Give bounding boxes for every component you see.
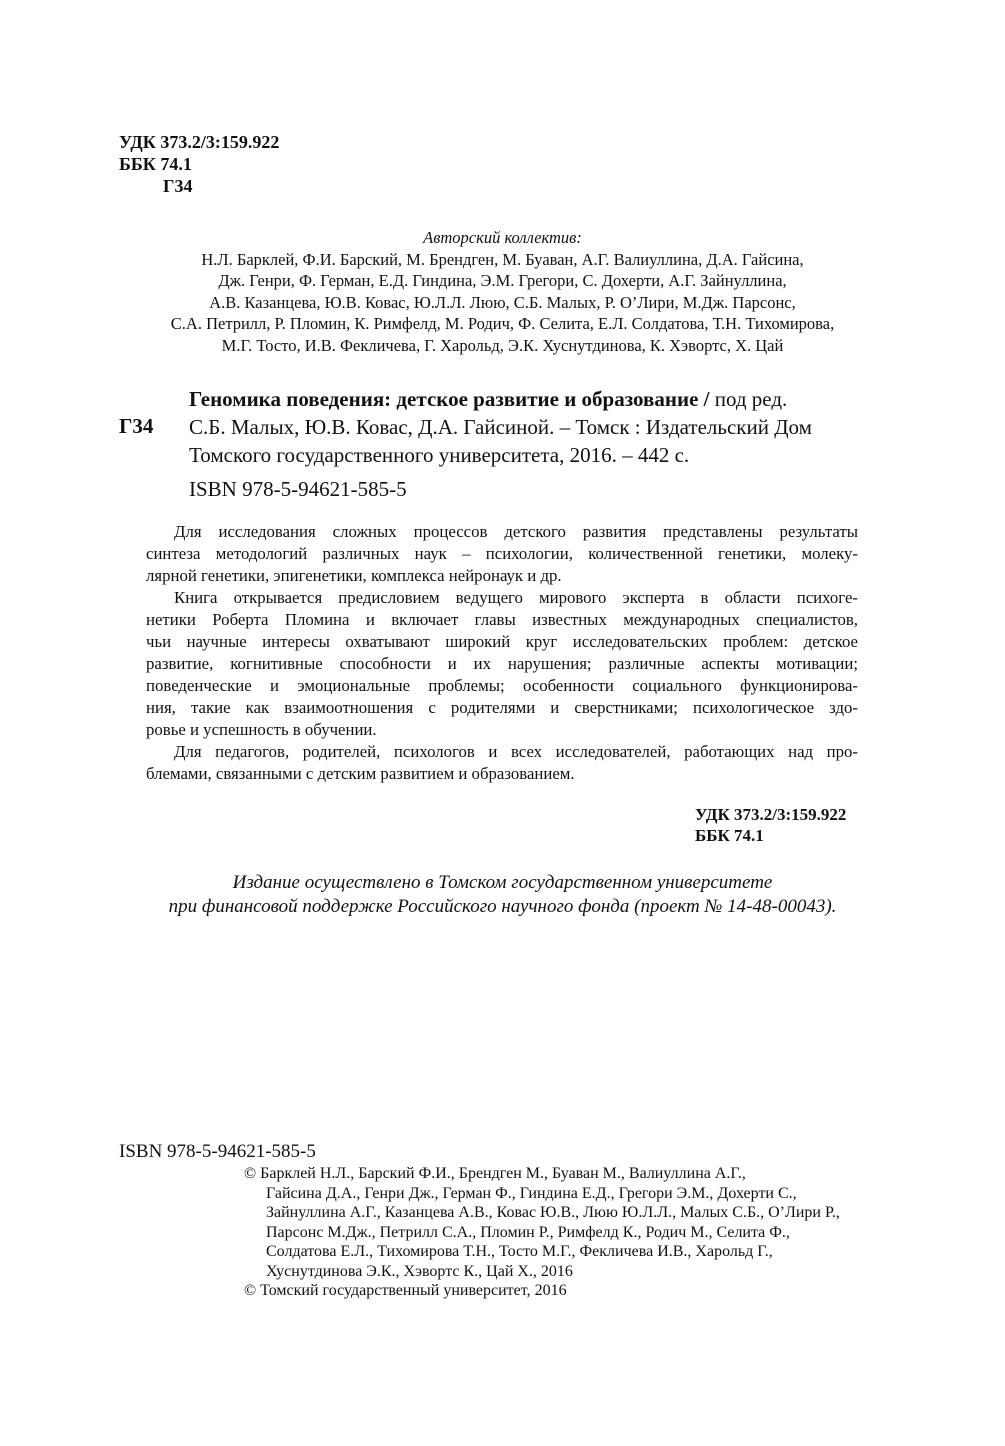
abstract-line: лярной генетики, эпигенетики, комплекса нейронаук и др. <box>146 566 562 585</box>
funding-note <box>0 871 1005 919</box>
abstract-line: чьи научные интересы охватывают широкий круг исследовательских проблем: детское <box>146 632 858 651</box>
copyright-block <box>244 1164 840 1301</box>
bbk-code: ББК 74.1 <box>695 826 764 845</box>
copyright-line: Хуснутдинова Э.К., Хэвортс К., Цай Х., 2016 <box>266 1262 573 1280</box>
copyright-line: Зайнуллина А.Г., Казанцева А.В., Ковас Ю.В., Люю Ю.Л.Л., Малых С.Б., О’Лири Р., <box>266 1204 840 1221</box>
classification-block <box>119 131 279 197</box>
authors-block <box>0 227 1005 356</box>
author-sign: Г34 <box>163 176 193 196</box>
copyright-university: © Томский государственный университет, 2016 <box>244 1282 567 1299</box>
abstract-paragraph <box>146 587 858 741</box>
udk-code: УДК 373.2/3:159.922 <box>695 805 847 824</box>
editor-prefix: под ред. <box>709 387 788 411</box>
abstract-line: поведенческие и эмоциональные проблемы; особенности социального функционирова- <box>146 676 858 695</box>
abstract-line: нетики Роберта Пломина и включает главы известных международных специалистов, <box>146 610 858 629</box>
abstract <box>146 521 858 785</box>
bibliographic-record <box>189 385 909 503</box>
classification-block-bottom <box>695 804 846 846</box>
bibliographic-author-sign: Г34 <box>119 414 154 438</box>
bibliographic-line: С.Б. Малых, Ю.В. Ковас, Д.А. Гайсиной. – Томск : Издательский Дом <box>189 415 812 439</box>
copyright-line: Солдатова Е.Л., Тихомирова Т.Н., Тосто М.Г., Фекличева И.В., Харольд Г., <box>266 1243 773 1260</box>
authors-line: С.А. Петрилл, Р. Пломин, К. Римфелд, М. Родич, Ф. Селита, Е.Л. Солдатова, Т.Н. Тихомирова, <box>170 314 835 333</box>
abstract-line: блемами, связанными с детским развитием и образованием. <box>146 764 575 783</box>
bibliographic-title-line <box>189 385 909 413</box>
authors-line: Дж. Генри, Ф. Герман, Е.Д. Гиндина, Э.М. Грегори, С. Дохерти, А.Г. Зайнуллина, <box>218 271 787 290</box>
book-title: Геномика поведения: детское развитие и образование / <box>189 387 710 411</box>
abstract-paragraph <box>146 521 858 587</box>
abstract-line: Для исследования сложных процессов детского развития представлены результаты <box>174 522 858 541</box>
udk-code: УДК 373.2/3:159.922 <box>119 132 280 152</box>
authors-line: М.Г. Тосто, И.В. Фекличева, Г. Харольд, Э.К. Хуснутдинова, К. Хэвортс, Х. Цай <box>221 335 784 355</box>
abstract-line: Книга открывается предисловием ведущего мирового эксперта в области психоге- <box>174 588 858 607</box>
isbn-imprint: ISBN 978-5-94621-585-5 <box>119 1141 316 1162</box>
authors-line: А.В. Казанцева, Ю.В. Ковас, Ю.Л.Л. Люю, С.Б. Малых, Р. О’Лири, М.Дж. Парсонс, <box>209 292 796 312</box>
isbn: ISBN 978-5-94621-585-5 <box>189 477 407 501</box>
copyright-line: © Барклей Н.Л., Барский Ф.И., Брендген М., Буаван М., Валиуллина А.Г., <box>244 1165 746 1182</box>
bibliographic-line: Томского государственного университета, 2016. – 442 с. <box>189 443 690 467</box>
copyright-line: Гайсина Д.А., Генри Дж., Герман Ф., Гиндина Е.Д., Грегори Э.М., Дохерти С., <box>266 1184 797 1202</box>
copyright-line: Парсонс М.Дж., Петрилл С.А., Пломин Р., Римфелд К., Родич М., Селита Ф., <box>266 1223 790 1241</box>
authors-line: Н.Л. Барклей, Ф.И. Барский, М. Брендген, М. Буаван, А.Г. Валиуллина, Д.А. Гайсина, <box>201 249 804 269</box>
abstract-line: Для педагогов, родителей, психологов и всех исследователей, работающих над про- <box>174 742 858 761</box>
bbk-code: ББК 74.1 <box>119 154 192 174</box>
abstract-paragraph <box>146 741 858 785</box>
abstract-line: развитие, когнитивные способности и их нарушения; различные аспекты мотивации; <box>146 654 858 673</box>
funding-line: Издание осуществлено в Томском государственном университете <box>232 872 773 893</box>
funding-line: при финансовой поддержке Российского научного фонда (проект № 14-48-00043). <box>168 896 837 917</box>
authors-caption: Авторский коллектив: <box>423 228 582 247</box>
abstract-line: ния, такие как взаимоотношения с родителями и сверстниками; психологическое здо- <box>146 698 858 717</box>
abstract-line: синтеза методологий различных наук – психологии, количественной генетики, молеку- <box>146 544 858 563</box>
abstract-line: ровье и успешность в обучении. <box>146 720 377 739</box>
